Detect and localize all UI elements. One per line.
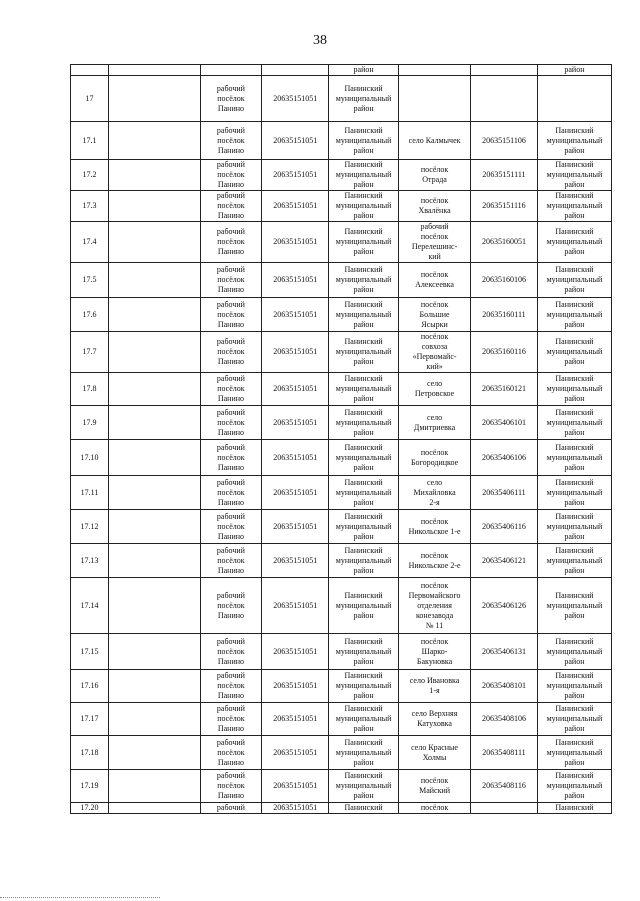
cell-locality: посёлок Большие Ясырки <box>399 298 471 332</box>
cell-district: Панинский муниципальный район <box>329 160 399 191</box>
cell-code: 20635151051 <box>262 670 329 703</box>
cell-locality-code: 20635160116 <box>471 332 538 373</box>
cell-locality-district <box>537 76 611 122</box>
cell-locality: посёлок Отрада <box>399 160 471 191</box>
cell-settlement: рабочий посёлок Панино <box>200 263 262 298</box>
cell-num: 17.2 <box>71 160 109 191</box>
cell-locality-code: 20635408111 <box>471 736 538 770</box>
cell-locality: посёлок Майский <box>399 770 471 803</box>
cell-locality-district: Панинский муниципальный район <box>537 222 611 263</box>
table-row <box>71 578 612 634</box>
cell-code <box>262 65 329 76</box>
cell-locality-code: 20635151116 <box>471 191 538 222</box>
cell-num: 17.4 <box>71 222 109 263</box>
cell-locality-district: Панинский муниципальный район <box>537 263 611 298</box>
cell-empty <box>109 222 201 263</box>
cell-locality-district: Панинский муниципальный район <box>537 634 611 670</box>
cell-num: 17.8 <box>71 373 109 406</box>
cell-district: Панинский муниципальный район <box>329 440 399 476</box>
cell-empty <box>109 263 201 298</box>
table-row <box>71 160 612 191</box>
cell-locality: село Красные Холмы <box>399 736 471 770</box>
cell-district: Панинский муниципальный район <box>329 191 399 222</box>
cell-code: 20635151051 <box>262 770 329 803</box>
cell-empty <box>109 440 201 476</box>
cell-code: 20635151051 <box>262 476 329 510</box>
cell-locality-code: 20635408116 <box>471 770 538 803</box>
cell-empty <box>109 578 201 634</box>
table-row <box>71 373 612 406</box>
cell-settlement: рабочий посёлок Панино <box>200 76 262 122</box>
cell-num: 17.20 <box>71 803 109 814</box>
cell-code: 20635151051 <box>262 122 329 160</box>
cell-locality: посёлок Богородицкое <box>399 440 471 476</box>
cell-num: 17.5 <box>71 263 109 298</box>
cell-locality-district: Панинский муниципальный район <box>537 373 611 406</box>
cell-empty <box>109 670 201 703</box>
cell-code: 20635151051 <box>262 803 329 814</box>
cell-code: 20635151051 <box>262 373 329 406</box>
cell-locality-district: Панинский муниципальный район <box>537 298 611 332</box>
cell-empty <box>109 736 201 770</box>
cell-settlement: рабочий посёлок Панино <box>200 332 262 373</box>
cell-empty <box>109 510 201 544</box>
cell-locality-district: Панинский муниципальный район <box>537 332 611 373</box>
cell-empty <box>109 76 201 122</box>
cell-locality-code: 20635151111 <box>471 160 538 191</box>
table-row <box>71 736 612 770</box>
table-row <box>71 510 612 544</box>
cell-settlement: рабочий посёлок Панино <box>200 770 262 803</box>
cell-empty <box>109 476 201 510</box>
cell-locality-district: Панинский муниципальный район <box>537 510 611 544</box>
cell-locality-code: 20635406101 <box>471 406 538 440</box>
cell-num: 17.18 <box>71 736 109 770</box>
cell-district: Панинский муниципальный район <box>329 634 399 670</box>
cell-locality-code: 20635406116 <box>471 510 538 544</box>
cell-settlement: рабочий посёлок Панино <box>200 440 262 476</box>
cell-district: Панинский муниципальный район <box>329 263 399 298</box>
cell-settlement: рабочий посёлок Панино <box>200 510 262 544</box>
cell-num: 17 <box>71 76 109 122</box>
cell-locality-code: 20635406111 <box>471 476 538 510</box>
cell-locality-district: Панинский <box>537 803 611 814</box>
cell-locality-district: Панинский муниципальный район <box>537 736 611 770</box>
cell-num <box>71 65 109 76</box>
cell-locality: посёлок Хвалёнка <box>399 191 471 222</box>
cell-num: 17.9 <box>71 406 109 440</box>
cell-district: Панинский муниципальный район <box>329 222 399 263</box>
table-row <box>71 770 612 803</box>
cell-locality <box>399 65 471 76</box>
cell-settlement: рабочий посёлок Панино <box>200 122 262 160</box>
cell-locality: посёлок Первомайского отделения конезавода № 11 <box>399 578 471 634</box>
table-row <box>71 634 612 670</box>
cell-empty <box>109 332 201 373</box>
cell-locality-district: Панинский муниципальный район <box>537 191 611 222</box>
cell-code: 20635151051 <box>262 703 329 736</box>
cell-locality-district: Панинский муниципальный район <box>537 770 611 803</box>
cell-settlement: рабочий посёлок Панино <box>200 406 262 440</box>
cell-empty <box>109 406 201 440</box>
cell-locality-code: 20635160111 <box>471 298 538 332</box>
cell-locality-district: Панинский муниципальный район <box>537 122 611 160</box>
cell-locality-district: Панинский муниципальный район <box>537 544 611 578</box>
cell-locality: посёлок совхоза «Первомайс- кий» <box>399 332 471 373</box>
table-row <box>71 670 612 703</box>
cell-empty <box>109 703 201 736</box>
cell-locality: село Ивановка 1-я <box>399 670 471 703</box>
cell-empty <box>109 770 201 803</box>
cell-empty <box>109 65 201 76</box>
cell-locality: село Дмитриевка <box>399 406 471 440</box>
cell-district: Панинский муниципальный район <box>329 76 399 122</box>
cell-locality-code <box>471 65 538 76</box>
table-row-continuation <box>71 65 612 76</box>
cell-num: 17.10 <box>71 440 109 476</box>
cell-settlement: рабочий посёлок Панино <box>200 703 262 736</box>
cell-settlement: рабочий посёлок Панино <box>200 160 262 191</box>
cell-code: 20635151051 <box>262 191 329 222</box>
cell-empty <box>109 191 201 222</box>
cell-code: 20635151051 <box>262 160 329 191</box>
cell-empty <box>109 373 201 406</box>
cell-code: 20635151051 <box>262 544 329 578</box>
cell-locality-code <box>471 76 538 122</box>
cell-num: 17.15 <box>71 634 109 670</box>
cell-empty <box>109 122 201 160</box>
cell-district: Панинский муниципальный район <box>329 578 399 634</box>
cell-settlement <box>200 65 262 76</box>
cell-locality-code <box>471 803 538 814</box>
table-row <box>71 332 612 373</box>
cell-settlement: рабочий посёлок Панино <box>200 634 262 670</box>
cell-num: 17.3 <box>71 191 109 222</box>
cell-settlement: рабочий посёлок Панино <box>200 670 262 703</box>
cell-code: 20635151051 <box>262 578 329 634</box>
cell-settlement: рабочий посёлок Панино <box>200 191 262 222</box>
cell-code: 20635151051 <box>262 76 329 122</box>
cell-settlement: рабочий посёлок Панино <box>200 373 262 406</box>
table-row <box>71 703 612 736</box>
table-row-last <box>71 803 612 814</box>
page-number: 38 <box>313 33 327 48</box>
table-row <box>71 544 612 578</box>
cell-locality-code: 20635406131 <box>471 634 538 670</box>
cell-district: Панинский муниципальный район <box>329 510 399 544</box>
cell-locality-code: 20635408106 <box>471 703 538 736</box>
cell-settlement: рабочий посёлок Панино <box>200 222 262 263</box>
cell-district: район <box>329 65 399 76</box>
cell-locality-district: Панинский муниципальный район <box>537 578 611 634</box>
cell-settlement: рабочий посёлок Панино <box>200 476 262 510</box>
cell-num: 17.19 <box>71 770 109 803</box>
cell-locality-code: 20635406121 <box>471 544 538 578</box>
cell-num: 17.1 <box>71 122 109 160</box>
cell-code: 20635151051 <box>262 440 329 476</box>
cell-locality-code: 20635406106 <box>471 440 538 476</box>
cell-locality-code: 20635408101 <box>471 670 538 703</box>
cell-locality: посёлок Никольское 2-е <box>399 544 471 578</box>
cell-empty <box>109 803 201 814</box>
table-row <box>71 406 612 440</box>
cell-locality-district: Панинский муниципальный район <box>537 406 611 440</box>
cell-num: 17.6 <box>71 298 109 332</box>
cell-num: 17.11 <box>71 476 109 510</box>
table-row <box>71 263 612 298</box>
cell-locality: село Михайловка 2-я <box>399 476 471 510</box>
settlements-table <box>70 64 612 814</box>
cell-num: 17.7 <box>71 332 109 373</box>
cell-code: 20635151051 <box>262 332 329 373</box>
cell-district: Панинский муниципальный район <box>329 770 399 803</box>
cell-locality-district: Панинский муниципальный район <box>537 440 611 476</box>
cell-empty <box>109 544 201 578</box>
cell-code: 20635151051 <box>262 263 329 298</box>
cell-locality: посёлок <box>399 803 471 814</box>
cell-locality: село Петровское <box>399 373 471 406</box>
cell-locality-code: 20635406126 <box>471 578 538 634</box>
cell-settlement: рабочий посёлок Панино <box>200 578 262 634</box>
cell-locality-district: район <box>537 65 611 76</box>
cell-district: Панинский муниципальный район <box>329 670 399 703</box>
cell-locality: посёлок Алексеевка <box>399 263 471 298</box>
cell-settlement: рабочий посёлок Панино <box>200 298 262 332</box>
cell-locality-district: Панинский муниципальный район <box>537 160 611 191</box>
cell-num: 17.16 <box>71 670 109 703</box>
cell-code: 20635151051 <box>262 634 329 670</box>
cell-code: 20635151051 <box>262 510 329 544</box>
cell-locality-code: 20635151106 <box>471 122 538 160</box>
cell-locality: рабочий посёлок Перелешинс- кий <box>399 222 471 263</box>
cell-district: Панинский муниципальный район <box>329 736 399 770</box>
cell-empty <box>109 634 201 670</box>
footer-line <box>0 897 160 898</box>
cell-locality: село Верхняя Катуховка <box>399 703 471 736</box>
cell-code: 20635151051 <box>262 298 329 332</box>
cell-num: 17.17 <box>71 703 109 736</box>
cell-locality-code: 20635160051 <box>471 222 538 263</box>
cell-district: Панинский муниципальный район <box>329 406 399 440</box>
table-row <box>71 440 612 476</box>
cell-locality-code: 20635160121 <box>471 373 538 406</box>
cell-district: Панинский муниципальный район <box>329 332 399 373</box>
cell-settlement: рабочий посёлок Панино <box>200 544 262 578</box>
cell-num: 17.12 <box>71 510 109 544</box>
cell-district: Панинский муниципальный район <box>329 373 399 406</box>
cell-code: 20635151051 <box>262 222 329 263</box>
cell-district: Панинский <box>329 803 399 814</box>
cell-code: 20635151051 <box>262 406 329 440</box>
table-row <box>71 298 612 332</box>
cell-locality-district: Панинский муниципальный район <box>537 476 611 510</box>
cell-district: Панинский муниципальный район <box>329 476 399 510</box>
table-row <box>71 222 612 263</box>
cell-locality-district: Панинский муниципальный район <box>537 703 611 736</box>
cell-code: 20635151051 <box>262 736 329 770</box>
cell-num: 17.14 <box>71 578 109 634</box>
table-row <box>71 122 612 160</box>
table-row-main <box>71 76 612 122</box>
cell-empty <box>109 298 201 332</box>
cell-locality-district: Панинский муниципальный район <box>537 670 611 703</box>
cell-locality: посёлок Никольское 1-е <box>399 510 471 544</box>
cell-locality-code: 20635160106 <box>471 263 538 298</box>
cell-district: Панинский муниципальный район <box>329 703 399 736</box>
cell-locality: посёлок Шарко- Бакуновка <box>399 634 471 670</box>
cell-district: Панинский муниципальный район <box>329 544 399 578</box>
cell-locality <box>399 76 471 122</box>
cell-empty <box>109 160 201 191</box>
table-row <box>71 476 612 510</box>
cell-settlement: рабочий <box>200 803 262 814</box>
cell-settlement: рабочий посёлок Панино <box>200 736 262 770</box>
table-row <box>71 191 612 222</box>
cell-locality: село Калмычек <box>399 122 471 160</box>
cell-district: Панинский муниципальный район <box>329 122 399 160</box>
cell-district: Панинский муниципальный район <box>329 298 399 332</box>
cell-num: 17.13 <box>71 544 109 578</box>
